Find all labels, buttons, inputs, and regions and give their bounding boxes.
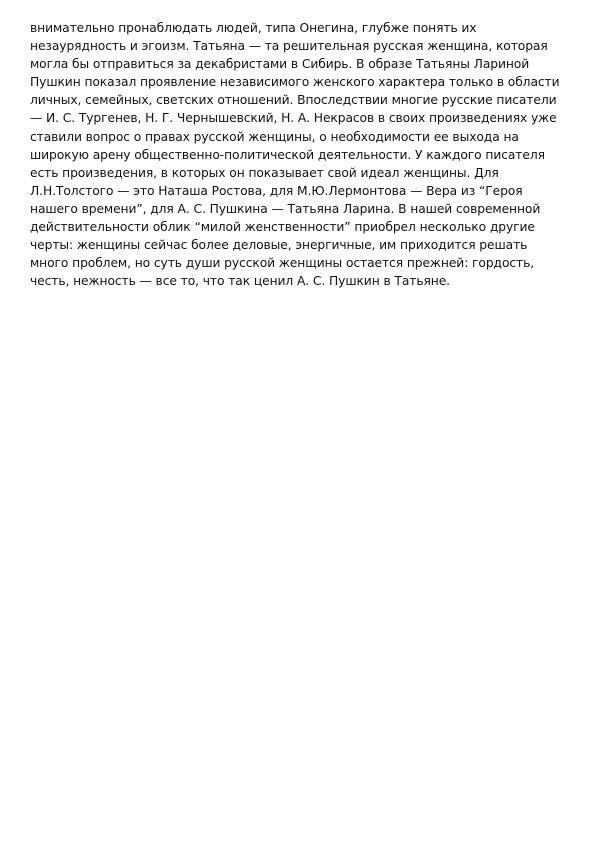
text-line: много проблем, но суть души русской женщины остается прежней: гордость, [30, 256, 535, 271]
text-line: ставили вопрос о правах русской женщины, о необходимости ее выхода на [30, 129, 519, 144]
text-line: есть произведения, в которых он показывает свой идеал женщины. Для [30, 165, 499, 180]
text-line: могла бы отправиться за декабристами в Сибирь. В образе Татьяны Лариной [30, 57, 530, 72]
text-line: Пушкин показал проявление независимого женского характера только в области [30, 75, 560, 90]
text-line: черты: женщины сейчас более деловые, энергичные, им приходится решать [30, 238, 528, 253]
text-line: Л.Н.Толстого — это Наташа Ростова, для М.Ю.Лермонтова — Вера из “Героя [30, 183, 523, 198]
text-line: широкую арену общественно-политической деятельности. У каждого писателя [30, 147, 545, 162]
text-line: внимательно пронаблюдать людей, типа Онегина, глубже понять их [30, 21, 477, 35]
text-line: честь, нежность — все то, что так ценил А. С. Пушкин в Татьяне. [30, 274, 450, 289]
text-line: личных, семейных, светских отношений. Впоследствии многие русские писатели [30, 93, 557, 108]
text-line: нашего времени”, для А. С. Пушкина — Татьяна Ларина. В нашей современной [30, 201, 541, 216]
text-line: незаурядность и эгоизм. Татьяна — та решительная русская женщина, которая [30, 39, 548, 54]
text-line: — И. С. Тургенев, Н. Г. Чернышевский, Н. А. Некрасов в своих произведениях уже [30, 111, 557, 126]
text-line: действительности облик “милой женственности” приобрел несколько другие [30, 220, 535, 235]
body-text [30, 19, 575, 290]
